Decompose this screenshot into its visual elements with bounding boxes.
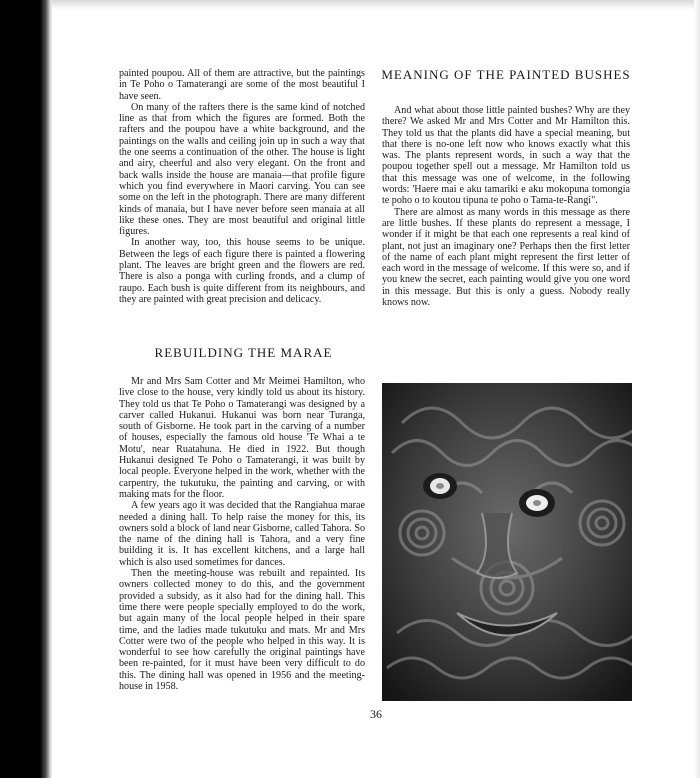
paragraph: A few years ago it was decided that the Rangiahua marae needed a dining hall. To help raise the money for this, its owners sold a block of land near Gisborne, called Tahora. So the name of the dining hall is Tahora, and a very fine building it is. It has excellent kitchens, and a large hall which is also used sometimes for dances. — [119, 500, 365, 568]
paragraph: Then the meeting-house was rebuilt and repainted. Its owners collected money to do this, and the government provided a subsidy, as it also had for the dining hall. This time there were people specially employed to do the work, but again many of the local people helped in their spare time, and the ladies made tukutuku and mats. Mr and Mrs Cotter were two of the people who helped in this way. It is wonderful to see how carefully the original paintings have been re-painted, for it must have been very difficult to do this. The dining hall was opened in 1956 and the meeting-house in 1958. — [119, 568, 365, 693]
page-number: 36 — [370, 707, 382, 721]
paragraph: And what about those little painted bushes? Why are they there? We asked Mr and Mrs Cotter and Mr Hamilton this. They told us that the plants did have a special meaning, but that there is no-one left now who knows exactly what this was. The plants represent words, in such a way that the poupou together spell out a message. Mr Hamilton told us that this message was one of welcome, in the following words: 'Haere mai e aku tamariki e aku mokopuna tomongia te poho o to koutou tipuna te poho o Tama-te-Rangi". — [382, 105, 630, 207]
carving-photograph — [382, 383, 632, 701]
paragraph: Mr and Mrs Sam Cotter and Mr Meimei Hamilton, who live close to the house, very kindly told us about its history. They told us that Te Poho o Tamaterangi was designed by a carver called Hukanui. Hukanui was born near Turanga, south of Gisborne. He took part in the carving of a number of houses, especially the famous old house 'Te Whai a te Motu', near Ruatahuna. He died in 1922. But though Hukanui designed Te Poho o Tamaterangi, it was built by local people. Everyone helped in the work, whether with the carpentry, the tukutuku, the painting and carving, or with making mats for the floor. — [119, 376, 365, 500]
text-column-top-right — [382, 105, 630, 308]
text-column-top-left — [119, 68, 365, 305]
paragraph: On many of the rafters there is the same kind of notched line as that from which the figures are formed. Both the rafters and the poupou have a white background, and the paintings on the walls and ceiling join up in such a way that the one seems a continuation of the other. The house is light and airy, cheerful and also very elegant. On the front and back walls inside the house are manaia—that profile figure which you find everywhere in Maori carving. You can see some on the left in the photograph. There are many different kinds of manaia, but I have never before seen manaia at all like these ones. They are most beautiful and original little figures. — [119, 101, 365, 238]
paragraph: There are almost as many words in this message as there are little bushes. If these plants do represent a message, I wonder if it might be that each one represents a real kind of plant, not just an imaginary one? Perhaps then the first letter of the name of each plant might represent the first letter of each word in the message of welcome. If this were so, and if you knew the secret, each painting would give you one word in this message. But this is only a guess. Nobody really knows now. — [382, 206, 630, 309]
scan-border-left — [0, 0, 52, 778]
paragraph: In another way, too, this house seems to be unique. Between the legs of each figure there is painted a flowering plant. The leaves are bright green and the flowers are red. There is also a ponga with curling fronds, and a clump of raupo. Each bush is quite different from its neighbours, and they are painted with great precision and delicacy. — [119, 237, 365, 305]
document-page — [52, 10, 700, 778]
scan-border-top — [52, 0, 700, 10]
section-heading-meaning: MEANING OF THE PAINTED BUSHES — [381, 67, 631, 82]
section-heading-rebuilding: REBUILDING THE MARAE — [154, 345, 333, 360]
carved-face-image — [382, 383, 632, 701]
text-column-bottom-left — [119, 376, 365, 692]
paragraph: painted poupou. All of them are attractive, but the paintings in Te Poho o Tamaterangi are some of the most beautiful I have seen. — [119, 68, 365, 102]
